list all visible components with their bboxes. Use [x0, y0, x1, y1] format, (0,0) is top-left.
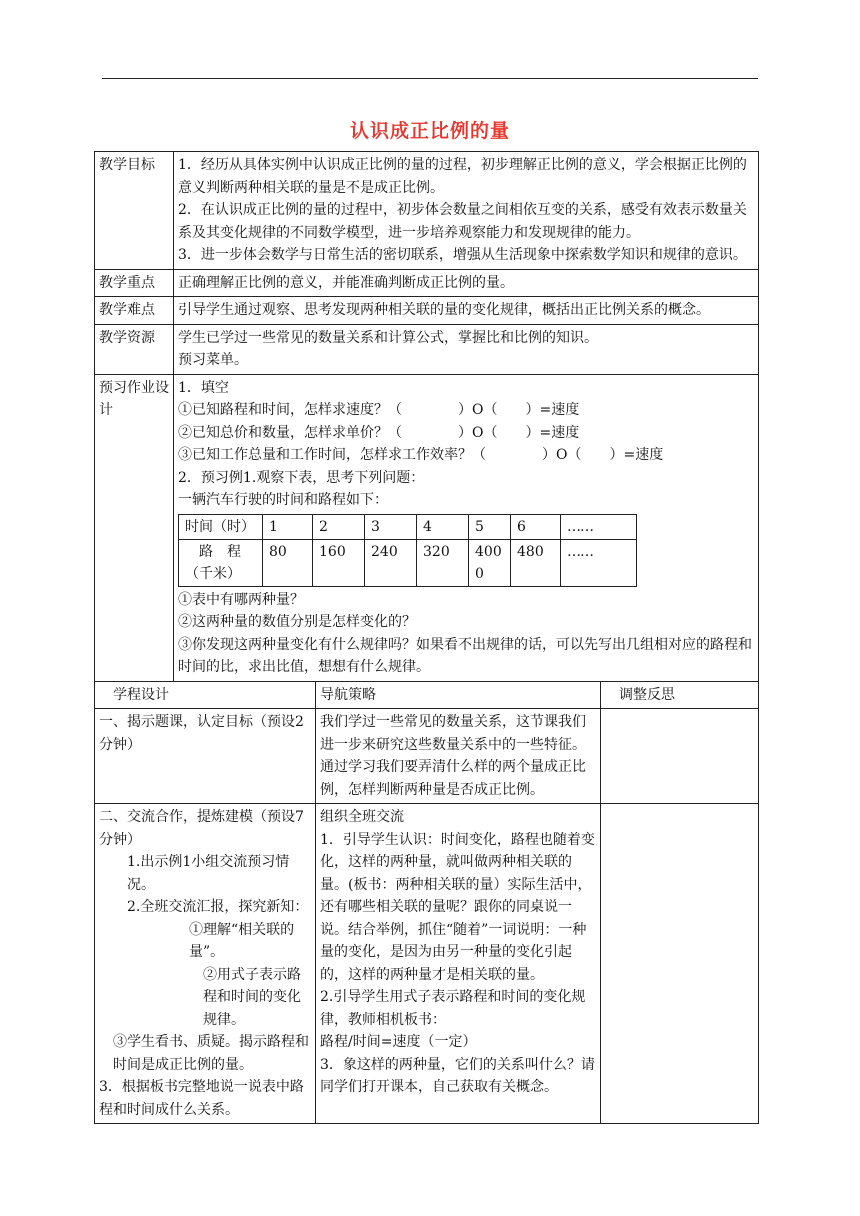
step1-strategy: 我们学过一些常见的数量关系，这节课我们进一步来研究这些数量关系中的一些特征。通过学习我们要弄清什么样的两个量成正比例，怎样判断两种量是否成正比例。	[316, 709, 601, 804]
preview-heading: 1．填空	[178, 379, 229, 396]
distance-value: 320	[417, 539, 469, 586]
step2-item: 1.出示例1小组交流预习情况。	[127, 854, 290, 893]
time-distance-table	[178, 514, 637, 587]
goals-label: 教学目标	[95, 152, 174, 270]
goal-item: 2．在认识成正比例的量的过程中，初步体会数量之间相依互变的关系，感受有效表示数量关系及其变化规律的不同数学模型，进一步培养观察能力和发现规律的能力。	[178, 202, 747, 241]
difficulty-text: 引导学生通过观察、思考发现两种相关联的量的变化规律，概括出正比例关系的概念。	[174, 297, 759, 325]
resources-label: 教学资源	[95, 324, 174, 374]
strategy-heading: 组织全班交流	[320, 809, 404, 825]
fill-blank-item: ③已知工作总量和工作时间，怎样求工作效率？（ ）O（ ）=速度	[178, 447, 664, 463]
resource-line: 学生已学过一些常见的数量关系和计算公式，掌握比和比例的知识。	[178, 329, 598, 346]
step2-strategy	[316, 804, 601, 1124]
distance-label	[179, 539, 263, 586]
page-title: 认识成正比例的量	[349, 120, 510, 142]
time-value: 3	[365, 514, 417, 539]
key-point-text: 正确理解正比例的意义，并能准确判断成正比例的量。	[174, 269, 759, 297]
question-item: ③你发现这两种量变化有什么规律吗？如果看不出规律的话，可以先写出几组相对应的路程和时间的比，求出比值，想想有什么规律。	[178, 636, 752, 675]
strategy-paragraph: 3．象这样的两种量，它们的关系叫什么？请同学们打开课本，自己获取有关概念。	[320, 1056, 595, 1095]
step2-subitem: ②用式子表示路程和时间的变化规律。	[203, 966, 301, 1028]
time-value: ……	[561, 514, 637, 539]
table-row	[179, 539, 637, 586]
distance-value: 400	[475, 543, 502, 560]
goals-content	[174, 152, 759, 270]
time-value: 4	[417, 514, 469, 539]
step2-subitem: ③学生看书、质疑。揭示路程和时间是成正比例的量。	[113, 1034, 309, 1073]
time-value: 1	[263, 514, 313, 539]
distance-label-unit: （千米）	[185, 565, 241, 582]
key-point-label: 教学重点	[95, 269, 174, 297]
key-point-row	[95, 269, 759, 297]
table-intro: 一辆汽车行驶的时间和路程如下：	[178, 492, 388, 508]
strategy-paragraph: 2.引导学生用式子表示路程和时间的变化规律，教师相机板书：	[320, 989, 586, 1028]
resource-line: 预习菜单。	[178, 352, 248, 368]
lesson-plan-table	[94, 151, 759, 1124]
step2-item: 2.全班交流汇报，探究新知：	[127, 899, 309, 915]
preview-content	[174, 374, 759, 681]
preview-label: 预习作业设计	[95, 374, 174, 681]
step1-design: 一、揭示题课，认定目标（预设2分钟）	[95, 709, 316, 804]
time-value: 5	[469, 514, 511, 539]
time-value: 2	[313, 514, 365, 539]
distance-value: 160	[313, 539, 365, 586]
step2-heading: 二、交流合作，提炼建模（预设7分钟）	[99, 809, 304, 848]
goal-item: 3．进一步体会数学与日常生活的密切联系，增强从生活现象中探索数学知识和规律的意识。	[178, 247, 747, 263]
time-value: 6	[511, 514, 561, 539]
distance-value-wrapped	[469, 539, 511, 586]
strategy-formula: 路程/时间=速度（一定）	[320, 1034, 477, 1050]
column-header-design	[95, 681, 316, 709]
difficulty-label: 教学难点	[95, 297, 174, 325]
distance-value: 80	[263, 539, 313, 586]
step1-row	[95, 709, 759, 804]
step2-design	[95, 804, 316, 1124]
distance-value-overflow: 0	[475, 565, 484, 582]
fill-blank-item: ①已知路程和时间，怎样求速度？（ ）O（ ）=速度	[178, 402, 580, 418]
step2-reflection	[601, 804, 759, 1124]
preview-row	[95, 374, 759, 681]
question-item: ②这两种量的数值分别是怎样变化的？	[178, 614, 416, 630]
process-header-row	[95, 681, 759, 709]
goal-item: 1．经历从具体实例中认识成正比例的量的过程，初步理解正比例的意义，学会根据正比例的意义判断两种相关联的量是不是成正比例。	[178, 157, 747, 196]
resources-row	[95, 324, 759, 374]
question-item: ①表中有哪两种量？	[178, 591, 304, 608]
goals-row	[95, 152, 759, 270]
step1-reflection	[601, 709, 759, 804]
table-row	[179, 514, 637, 539]
resources-content	[174, 324, 759, 374]
step2-subitem: ①理解“相关联的量”。	[189, 921, 295, 960]
column-header-reflection-text: 调整反思	[619, 686, 675, 703]
step2-item: 3．根据板书完整地说一说表中路程和时间成什么关系。	[99, 1079, 304, 1118]
column-header-reflection	[601, 681, 759, 709]
distance-value: 480	[511, 539, 561, 586]
distance-value: 240	[365, 539, 417, 586]
difficulty-row	[95, 297, 759, 325]
column-header-strategy: 导航策略	[316, 681, 601, 709]
fill-blank-item: ②已知总价和数量，怎样求单价？（ ）O（ ）=速度	[178, 424, 580, 441]
column-header-design-text: 学程设计	[113, 686, 169, 703]
header-rule	[102, 78, 758, 79]
time-label: 时间（时）	[179, 514, 263, 539]
step2-row	[95, 804, 759, 1124]
distance-value: ……	[561, 539, 637, 586]
distance-label-line: 路 程	[199, 543, 241, 560]
strategy-paragraph: 1．引导学生认识：时间变化，路程也随着变化，这样的两种量，就叫做两种相关联的量。(板书：两种相关联的量）实际生活中，还有哪些相关联的量呢？跟你的同桌说一说。结合举例，抓住“随着”一词说明：一种量的变化，是因为由另一种量的变化引起的，这样的两种量才是相关联的量。	[320, 831, 595, 983]
preview-heading: 2．预习例1.观察下表，思考下列问题：	[178, 469, 425, 486]
